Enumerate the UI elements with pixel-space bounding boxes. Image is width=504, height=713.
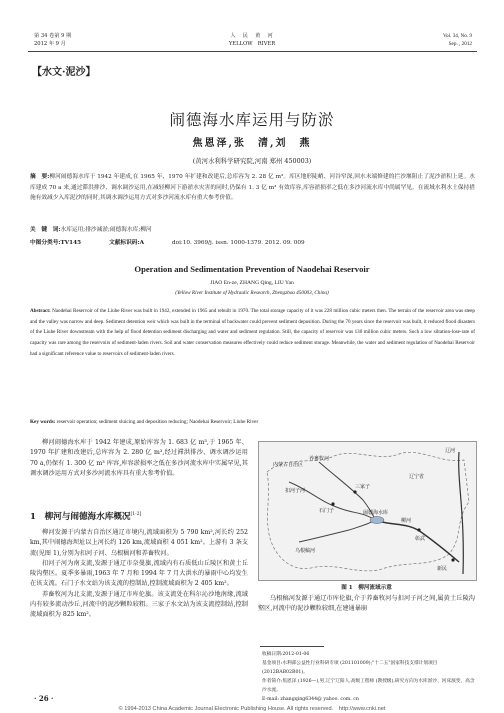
- copyright-footer: © 1994-2013 China Academic Journal Electronic Publishing House. All rights reserved. http://www.cnki.net: [118, 706, 386, 712]
- label-koutzihe: 扣河子河: [285, 488, 306, 494]
- town-zhangwu-marker: [417, 528, 420, 531]
- doi: doi:10. 3969/j. issn. 1000-1379. 2012. 09. 009: [172, 240, 305, 246]
- town-xinmin-marker: [451, 558, 454, 561]
- header-volume-en: Vol. 34, No. 9: [442, 33, 472, 39]
- footnote-received: 收稿日期:2012-01-06: [262, 652, 310, 657]
- authors-cn: 焦恩泽,张 清,刘 燕: [192, 138, 312, 149]
- basin-map-svg: [259, 442, 476, 580]
- section-1-paragraph: 养畜牧河为北支流,发源于通辽市库伦旗。该支流处在科尔沁沙地南缘,流域内有较多流动沙丘,河流中的泥沙颗粒较粗。三家子水文站为该支流控制站,控制流域面积为 825 km²。: [30, 590, 248, 619]
- header-journal-cn: 人 民 黄 河: [230, 33, 274, 39]
- label-liaoning: 辽宁省: [409, 474, 425, 480]
- abstract-en-text: Naodehai Reservoir of the Liuhe River was built in 1942, extended in 1965 and rebuilt in 1970. The total storage capacity of it was 228 million cubic meters then. The terrain of the reservoir area was steep and the valley was narrow and deep. Sediment detention weir which was built in the terminal of backwater could prevent sediment deposition. During the 70 years since the reservoir was built, it reduced flood disasters of the Liuhe River downstream with the help of flood detention sediment discharging and water and sediment regulation. Still, the capacity of reservoir was 130 million cubic meters. Such a low siltation-lose-rate of capacity was rare among the reservoirs of sediment-laden rivers. Soil and water conservation measures effectively could reduce sediment storage. Meanwhile, the water and sediment regulation of Naodehai Reservoir had a significant reference value to reservoirs of sediment-laden rivers.: [30, 308, 475, 357]
- article-title-cn: 闹德海水库运用与防淤: [169, 111, 335, 129]
- classification-cn: [30, 237, 475, 246]
- affiliation-cn: (黄河水利科学研究院,河南 郑州 450003): [192, 157, 312, 165]
- reservoir-marker: [370, 517, 384, 524]
- label-inner-mongolia: 内蒙古自治区: [273, 462, 304, 468]
- label-sanjiazi: 三家子: [355, 484, 371, 490]
- keywords-cn-text: 水库运用;排沙减淤;闹德海水库;柳河: [60, 227, 152, 233]
- label-wugenggaohe: 乌根稿河: [295, 548, 316, 554]
- keywords-cn-label: 关 键 词:: [30, 227, 61, 233]
- label-liuhe: 柳河: [401, 518, 412, 524]
- document-code: 文献标识码:A: [109, 240, 145, 246]
- station-sanjiazi-marker: [353, 490, 356, 493]
- river-wugenggaohe: [299, 520, 375, 542]
- section-1-paragraph: 扣河子河为南支流,发源于通辽市奈曼旗,流域内有石质低山丘陵区和黄土丘陵沟壑区。夏季多暴雨,1963 年 7 月和 1994 年 7 月大洪水的暴雨中心均发生在该支流。石门子水文站为该支流的控制站,控制流域面积为 2 405 km²。: [30, 559, 248, 588]
- label-xinmin: 新民: [437, 566, 448, 572]
- label-liaohe: 辽河: [445, 448, 456, 454]
- intro-paragraph: [30, 438, 248, 479]
- header-journal-en: YELLOW RIVER: [228, 41, 276, 47]
- section-1-heading-ref: [1-2]: [130, 512, 142, 518]
- header-date-en: Sep. , 2012: [448, 41, 472, 47]
- article-title-en: Operation and Sedimentation Prevention of Naodehai Reservoir: [134, 264, 370, 274]
- abstract-cn-text: 柳河闹德海水库于 1942 年建成,在 1965 年、1970 年扩建和改建后,总库容为 2. 28 亿 m³。库区地形陡峭、河谷窄深,回水末端修建的拦沙堰阻止了泥沙淤积上延。水库建成 70 a 来,通过滞洪排沙、调水调沙运用,在减轻柳河下游淤水灾害的同时,仍保有 1. 3 亿 m³ 有效库容,库容淤损率之低在多沙河流水库中尚属罕见。在流域水利水土保持措施有效减少入库泥沙的同时,其调水调沙运用方式对多沙河流水库有重大参考价值。: [30, 174, 475, 202]
- footnote-funding: 基金项目:水利部公益性行业科研专项 (201101009);"十二五"国家科技支撑计划项目 (2012BAB02B01)。: [262, 661, 438, 676]
- keywords-en-label: Key words:: [30, 419, 56, 425]
- section-tag: 【水文·泥沙】: [32, 67, 96, 78]
- label-shimenzi: 石门子: [319, 508, 335, 514]
- footnote-email: E-mail: zhangqing6344@ yahoo. com. cn: [262, 697, 359, 702]
- abstract-en-label: Abstract:: [30, 308, 51, 314]
- keywords-cn: [30, 224, 475, 233]
- abstract-cn-label: 摘 要:: [30, 174, 50, 180]
- intro-text: 柳河闹德海水库于 1942 年建成,原始库容为 1. 683 亿 m³,于 1965 年、1970 年扩建和改建后,总库容为 2. 280 亿 m³,经过滞洪排沙、调水调沙运用 70 a,仍保有 1. 300 亿 m³ 库容,库容淤损率之低在多沙河流水库中实属罕见,其调水调沙运用方式对多沙河流水库具有重大参考价值。: [30, 439, 248, 477]
- header-date-cn: 2012 年 9 月: [34, 41, 66, 47]
- abstract-cn: [30, 172, 475, 204]
- right-column-text: [258, 594, 475, 615]
- abstract-en: [30, 306, 475, 360]
- label-naodehai-reservoir: 闹德海水库: [363, 510, 389, 516]
- authors-en: JIAO En-ze, ZHANG Qing, LIU Yan: [210, 280, 294, 286]
- station-shimenzi-marker: [331, 502, 334, 505]
- footnote-author-bio: 作者简介:焦恩泽 (1926—),男,辽宁辽阳人,高级工程师 (教授级),研究方向为水库淤沙、河床演变、高含沙水流。: [262, 679, 475, 694]
- section-1-heading-text: 1 柳河与闹德海水库概况: [30, 512, 131, 522]
- figure-caption: 图 1 柳河流域示意: [341, 585, 392, 591]
- affiliation-en: (Yellow River Institute of Hydraulic Research, Zhengzhou 450003, China): [175, 290, 329, 296]
- label-zhangwu: 彰武: [415, 536, 426, 542]
- section-1-paragraph: 柳河发源于内蒙古自治区通辽市境内,流域面积为 5 790 km²,河长约 252 km,其中闹德海坝址以上河长约 126 km,流域面积 4 051 km²。上游有 3 条支流(见图 1),分别为扣河子河、乌根稿河和养畜牧河。: [30, 529, 248, 557]
- header-rule: [28, 51, 477, 52]
- section-1-body: [30, 528, 248, 621]
- keywords-en-text: reservoir operation; sediment sluicing and deposition reducing; Naodehai Reservoir; Liuhe River: [56, 419, 259, 425]
- section-1-heading: [30, 510, 141, 522]
- header-volume-cn: 第 34 卷第 9 期: [34, 33, 72, 39]
- figure-liuhe-basin-map: [258, 441, 477, 581]
- footnote-rule: [260, 646, 324, 647]
- keywords-en: [30, 419, 475, 425]
- clc-number: 中图分类号:TV145: [30, 240, 82, 246]
- right-column-paragraph: 乌根稿河发源于通辽市库伦旗,介于养畜牧河与扣河子河之间,属黄土丘陵沟壑区,河流中的泥沙颗粒较细,在建通暴崩: [258, 595, 475, 613]
- page-number: · 26 ·: [34, 694, 54, 703]
- label-yangxumuhe: 养畜牧河: [309, 456, 330, 462]
